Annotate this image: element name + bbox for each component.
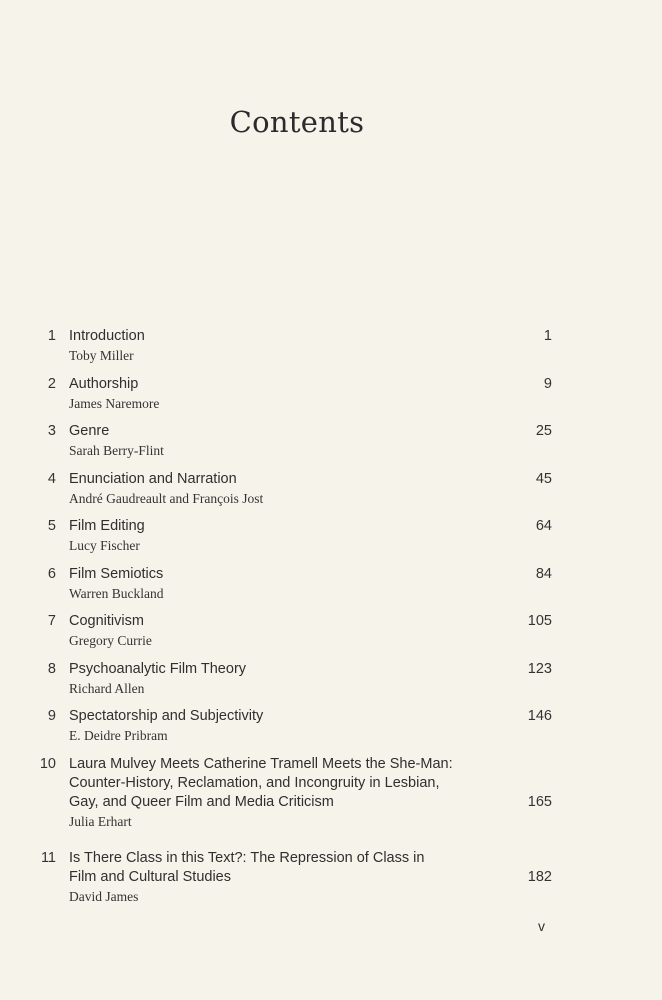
chapter-author: Julia Erhart bbox=[69, 813, 132, 829]
chapter-number: 4 bbox=[47, 470, 56, 487]
chapter-page-number: 105 bbox=[527, 613, 552, 629]
chapter-author: Richard Allen bbox=[69, 680, 145, 696]
chapter-title-block bbox=[69, 849, 489, 906]
toc-entry bbox=[0, 612, 662, 660]
chapter-number: 9 bbox=[47, 708, 56, 724]
chapter-author: Gregory Currie bbox=[69, 633, 152, 648]
chapter-number: 11 bbox=[40, 849, 56, 866]
chapter-page-number: 1 bbox=[543, 328, 552, 344]
chapter-title-block bbox=[69, 422, 489, 460]
chapter-title-block bbox=[69, 612, 489, 650]
chapter-title: Film and Cultural Studies bbox=[69, 868, 231, 885]
chapter-title: Laura Mulvey Meets Catherine Tramell Meets the She-Man: bbox=[69, 755, 453, 772]
chapter-title-block bbox=[69, 327, 489, 365]
table-of-contents bbox=[0, 327, 662, 906]
chapter-author: Toby Miller bbox=[69, 348, 134, 363]
chapter-page-number: 25 bbox=[535, 423, 552, 439]
chapter-number: 2 bbox=[47, 375, 56, 392]
toc-entry bbox=[0, 470, 662, 518]
toc-entry bbox=[0, 660, 662, 708]
chapter-title: Psychoanalytic Film Theory bbox=[69, 660, 247, 677]
toc-entry bbox=[0, 517, 662, 565]
chapter-title: Spectatorship and Subjectivity bbox=[69, 708, 264, 724]
chapter-author: E. Deidre Pribram bbox=[69, 728, 168, 743]
chapter-author: Lucy Fischer bbox=[69, 538, 140, 553]
chapter-title: Authorship bbox=[69, 375, 139, 392]
chapter-title: Is There Class in this Text?: The Repression of Class in bbox=[69, 849, 425, 866]
chapter-number: 8 bbox=[47, 660, 56, 677]
chapter-number: 7 bbox=[47, 613, 56, 629]
chapter-page-number: 182 bbox=[527, 868, 552, 885]
chapter-title: Cognitivism bbox=[69, 613, 144, 629]
chapter-title: Film Semiotics bbox=[69, 565, 164, 582]
chapter-author: Warren Buckland bbox=[69, 585, 164, 601]
toc-entry bbox=[0, 755, 662, 849]
toc-entry bbox=[0, 375, 662, 423]
chapter-title-block bbox=[69, 375, 489, 413]
chapter-author: André Gaudreault and François Jost bbox=[69, 490, 264, 506]
toc-entry bbox=[0, 327, 662, 375]
chapter-number: 3 bbox=[47, 423, 56, 439]
chapter-title: Genre bbox=[69, 423, 110, 439]
chapter-page-number: 84 bbox=[535, 565, 552, 582]
chapter-page-number: 123 bbox=[527, 660, 552, 677]
toc-entry bbox=[0, 707, 662, 755]
chapter-page-number: 45 bbox=[535, 470, 552, 487]
chapter-title: Counter-History, Reclamation, and Incongruity in Lesbian, bbox=[69, 774, 440, 791]
toc-entry bbox=[0, 422, 662, 470]
chapter-title: Film Editing bbox=[69, 518, 145, 534]
chapter-author: James Naremore bbox=[69, 395, 160, 411]
chapter-title-block bbox=[69, 707, 489, 745]
chapter-page-number: 165 bbox=[527, 793, 552, 810]
chapter-author: Sarah Berry-Flint bbox=[69, 443, 164, 458]
chapter-title-block bbox=[69, 660, 489, 698]
chapter-title: Enunciation and Narration bbox=[69, 470, 237, 487]
chapter-title: Introduction bbox=[69, 328, 145, 344]
chapter-title-block bbox=[69, 470, 489, 508]
toc-entry bbox=[0, 565, 662, 613]
chapter-author: David James bbox=[69, 888, 139, 904]
toc-entry bbox=[0, 849, 662, 906]
chapter-page-number: 9 bbox=[543, 375, 552, 392]
chapter-number: 1 bbox=[47, 328, 56, 344]
chapter-title-block bbox=[69, 565, 489, 603]
chapter-page-number: 64 bbox=[535, 518, 552, 534]
chapter-title-block bbox=[69, 517, 489, 555]
chapter-page-number: 146 bbox=[527, 708, 552, 724]
chapter-title-block bbox=[69, 755, 489, 831]
chapter-title: Gay, and Queer Film and Media Criticism bbox=[69, 793, 334, 810]
chapter-number: 10 bbox=[39, 755, 56, 772]
chapter-number: 5 bbox=[47, 518, 56, 534]
chapter-number: 6 bbox=[47, 565, 56, 582]
page-number: v bbox=[538, 918, 545, 934]
page-title: Contents bbox=[229, 105, 365, 140]
